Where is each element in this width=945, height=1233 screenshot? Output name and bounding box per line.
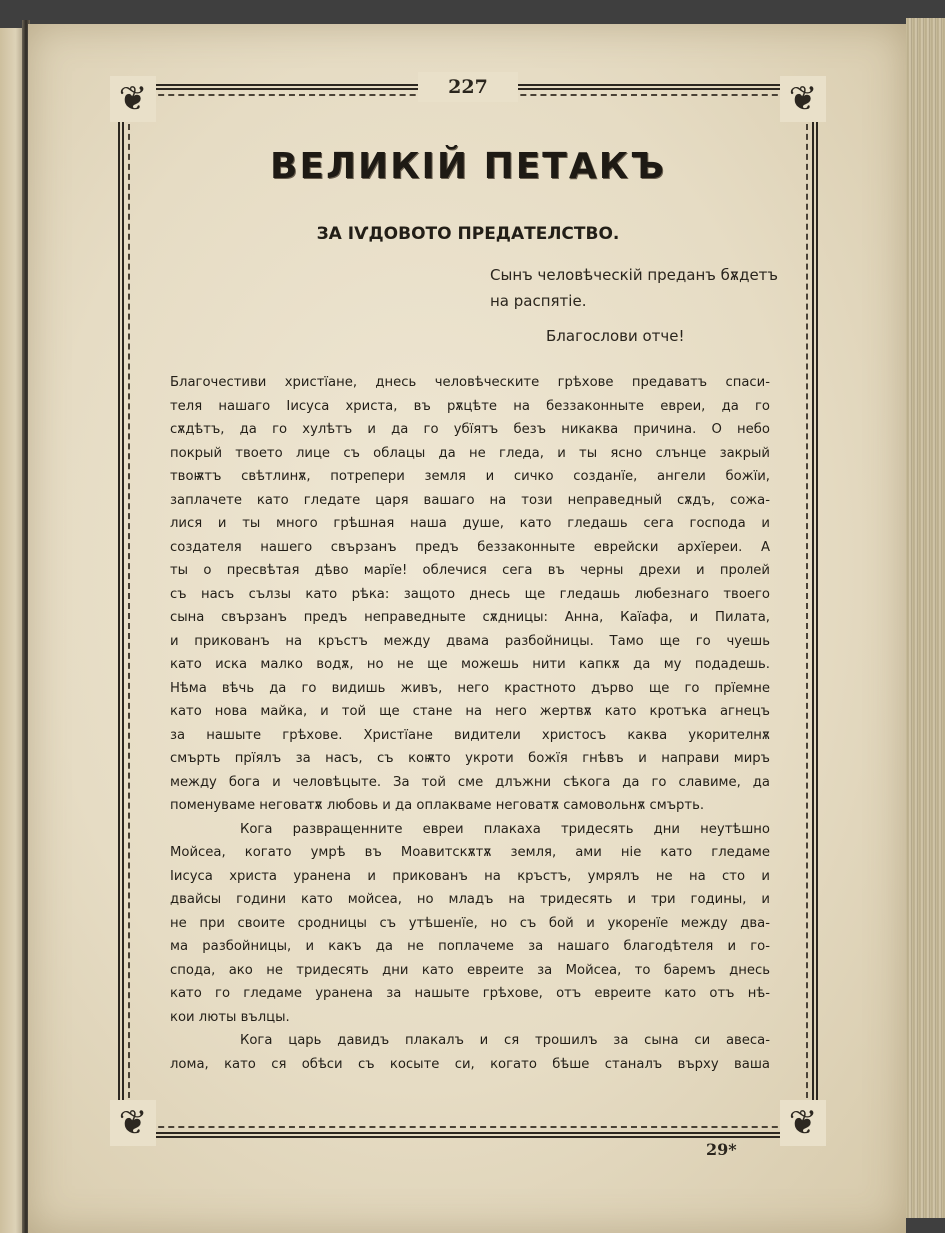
text-line: за нашыте грѣхове. Христїане видители христосъ каква укорителнѫ bbox=[170, 727, 770, 743]
epigraph-line: Сынъ человѣческій преданъ бѫдетъ bbox=[490, 266, 779, 284]
text-line: и прикованъ на кръстъ между двама разбойницы. Тамо ще го чуешь bbox=[170, 633, 770, 649]
text-line: между бога и человѣцыте. За той сме длъжни сѣкога да го славиме, да bbox=[170, 774, 770, 790]
text-line: Кога царь давидъ плакалъ и ся трошилъ за сына си авеса- bbox=[240, 1033, 770, 1048]
text-line: покрый твоето лице съ облацы да не гледа, и ты ясно слънце закрый bbox=[170, 445, 770, 461]
epigraph-line: на распятіе. bbox=[490, 292, 587, 310]
text-line: ты о пресвѣтая дѣво марїе! облечися сега въ черны дрехи и пролей bbox=[170, 563, 770, 578]
text-line: Іисуса христа уранена и прикованъ на кръстъ, умрялъ не на сто и bbox=[170, 868, 770, 884]
corner-ornament-icon: ❦ bbox=[780, 1100, 826, 1146]
paragraph-1 bbox=[170, 371, 770, 818]
text-line: двайсы години като мойсеа, но младъ на тридесять и три годины, и bbox=[170, 892, 770, 907]
text-line: ма разбойницы, и какъ да не поплачеме за нашаго благодѣтеля и го- bbox=[170, 939, 770, 954]
text-line: лися и ты много грѣшная наша душе, като гледашь сега господа и bbox=[170, 516, 770, 531]
text-line: сына свързанъ предъ неправедныте сѫдницы: Анна, Каїафа, и Пилата, bbox=[170, 610, 770, 625]
text-line: создателя нашего свързанъ предъ беззаконныте еврейски архїереи. А bbox=[170, 539, 770, 555]
corner-ornament-icon: ❦ bbox=[780, 76, 826, 122]
text-line: съ насъ сълзы като рѣка: защото днесь ще гледашь любезнаго твоего bbox=[170, 586, 770, 602]
text-line: като нова майка, и той ще стане на него жертвѫ като кротъка агнецъ bbox=[170, 704, 770, 719]
text-line: поменуваме неговатѫ любовь и да оплакваме неговатѫ самовольнѫ смърть. bbox=[170, 798, 705, 813]
text-line: твоѭтъ свѣтлинѫ, потрепери земля и сичко созданїе, ангели божїи, bbox=[170, 469, 770, 484]
text-line: не при своите сродницы съ утѣшенїе, но съ бой и укоренїе между два- bbox=[170, 915, 770, 931]
paragraph-3 bbox=[170, 1029, 770, 1076]
page-title: ВЕЛИКІЙ ПЕТАКЪ bbox=[270, 146, 666, 187]
text-line: Нѣма вѣчь да го видишь живъ, него крастното дърво ще го прїемне bbox=[170, 680, 770, 696]
text-line: кои люты вълцы. bbox=[170, 1009, 290, 1025]
text-line: като го гледаме уранена за нашыте грѣхове, отъ евреите като отъ нѣ- bbox=[170, 986, 770, 1001]
sermon-body bbox=[170, 371, 770, 1076]
text-line: Кога развращенните евреи плакаха тридесять дни неутѣшно bbox=[240, 821, 770, 837]
signature-mark: 29* bbox=[706, 1140, 737, 1159]
text-line: Мойсеа, когато умрѣ въ Моавитскѫтѫ земля, ами ніе като гледаме bbox=[170, 845, 770, 860]
corner-ornament-icon: ❦ bbox=[110, 76, 156, 122]
blessing-line: Благослови отче! bbox=[546, 327, 685, 345]
text-line: Благочестиви христїане, днесь человѣческите грѣхове предаватъ спаси- bbox=[170, 375, 770, 390]
text-line: теля нашаго Іисуса христа, въ рѫцѣте на беззаконныте евреи, да го bbox=[170, 398, 770, 414]
page-edges-stack bbox=[906, 18, 945, 1218]
epigraph bbox=[490, 262, 800, 314]
text-line: спода, ако не тридесять дни като евреите за Мойсеа, то баремъ днесь bbox=[170, 962, 770, 978]
text-line: заплачете като гледате царя вашаго на този неправедный сѫдъ, сожа- bbox=[170, 492, 770, 508]
paragraph-2 bbox=[170, 818, 770, 1030]
text-line: сѫдѣтъ, да го хулѣтъ и да го убїятъ безъ никаква причина. О небо bbox=[170, 422, 770, 437]
page-number: 227 bbox=[418, 72, 518, 102]
page-subtitle: ЗА ІѴДОВОТО ПРЕДАТЕЛСТВО. bbox=[316, 224, 620, 244]
text-line: смърть прїялъ за насъ, съ коѭто укроти божїя гнѣвъ и направи миръ bbox=[170, 751, 770, 766]
text-line: лома, като ся обѣси съ косыте си, когато бѣше станалъ върху ваша bbox=[170, 1056, 770, 1072]
text-line: като иска малко водѫ, но не ще можешь нити капкѫ да му подадешь. bbox=[170, 657, 770, 672]
corner-ornament-icon: ❦ bbox=[110, 1100, 156, 1146]
